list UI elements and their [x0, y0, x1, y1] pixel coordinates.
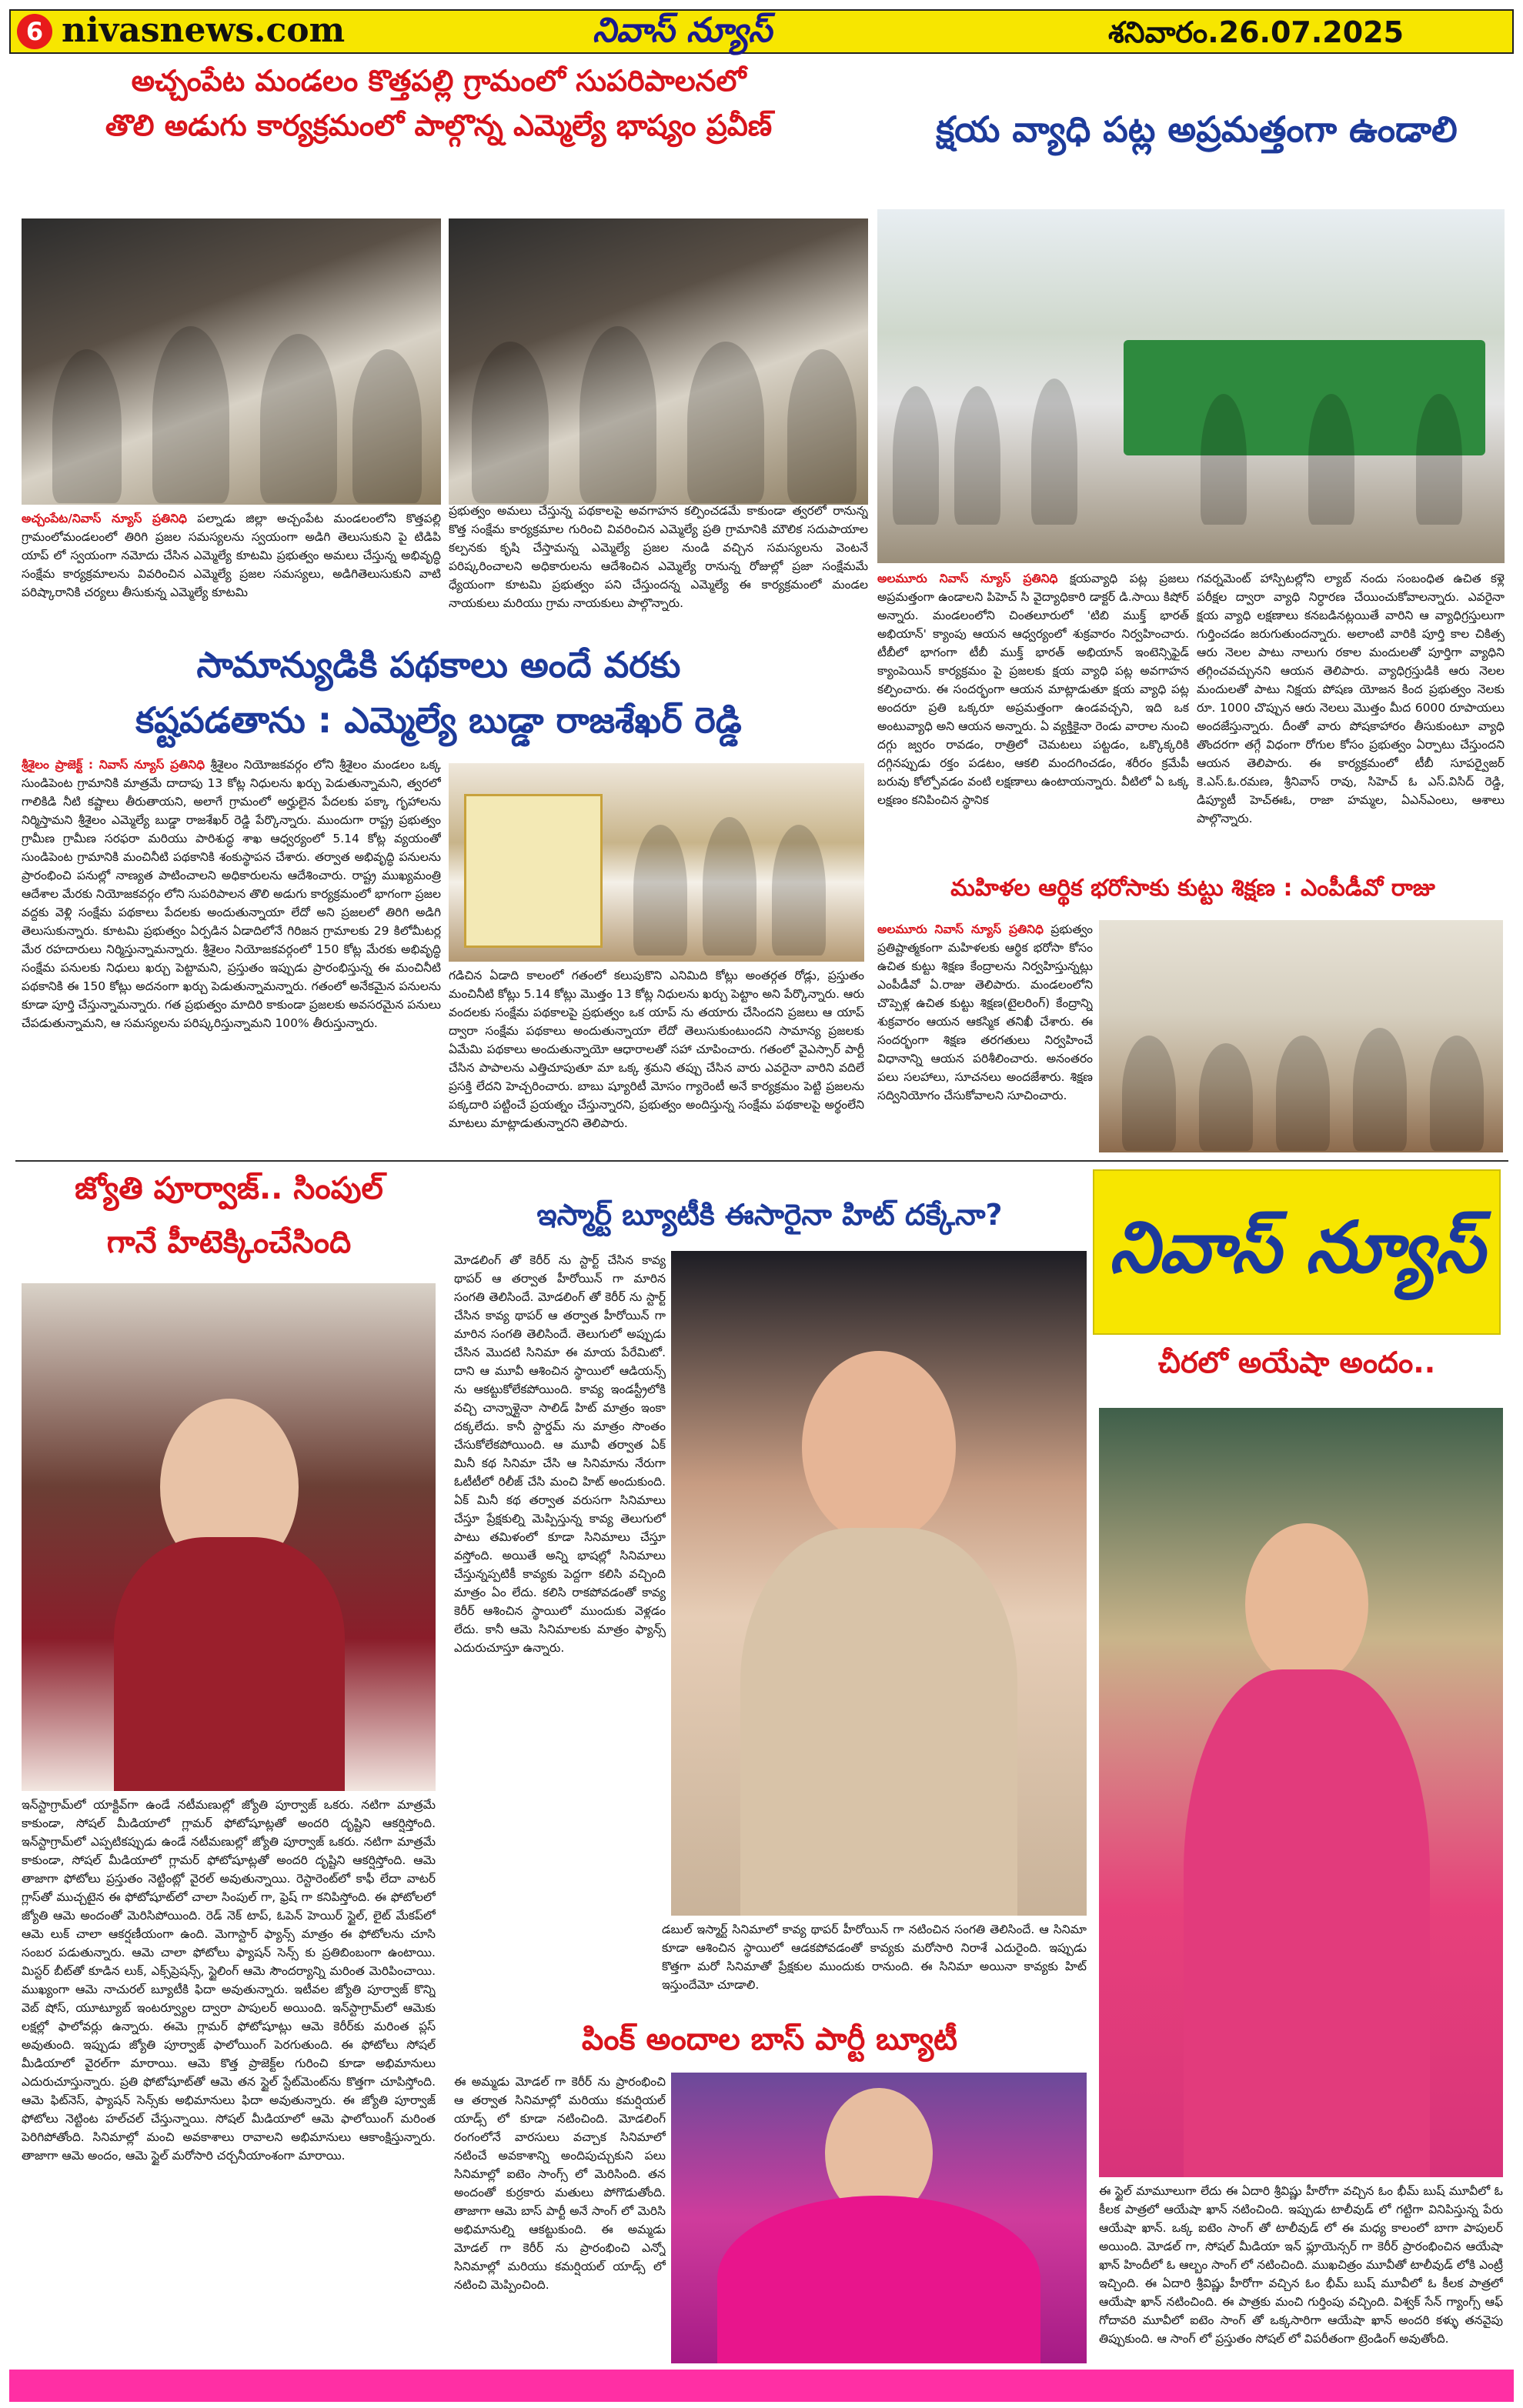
- article7-photo: [671, 2073, 1087, 2363]
- footer-band: [9, 2370, 1514, 2402]
- article2-body-col1: అలమూరు నివాస్ న్యూస్ ప్రతినిధి క్షయవ్యాధి పట్ల ప్రజలు అప్రమత్తంగా ఉండాలని పిహెచ్ సి వైద్యాధికారి డాక్టర్ డి.సాయి కిషోర్ అన్నారు. మండలంలోని చింతలూరులో 'టిబి ముక్త్ భారత్ అభియాన్' క్యాంపు ఆయన ఆధ్వర్యంలో శుక్రవారం నిర్వహించారు. టీబీలో భాగంగా టీబీ ముక్త్ భారత్ అభియాన్ ఇంటెన్సిఫైడ్ క్యాంపెయిన్ కార్యక్రమం పై ప్రజలకు క్షయ వ్యాధి పట్ల అవగాహన కల్పించారు. ఈ సందర్భంగా ఆయన మాట్లాడుతూ క్షయ వ్యాధి పట్ల అందరూ ప్రతి ఒక్కరూ అప్రమత్తంగా ఉండవచ్చని, ఇది ఒక అంటువ్యాధి అని ఆయన అన్నారు. ఏ వ్యక్తికైనా రెండు వారాల నుంచి దగ్గు జ్వరం రావడం, రాత్రిలో చెమటలు పట్టడం, ఒక్కొక్కరికి దగ్గినప్పుడు రక్తం పడటం, ఆకలి మందగించడం, శరీరం క్రమేపీ బరువు కోల్పోవడం వంటి లక్షణాలు ఉంటాయన్నారు. వీటిలో ఏ ఒక్క లక్షణం కనిపించిన స్థానిక: [877, 572, 1189, 808]
- paper-name: నివాస్ న్యూస్: [593, 11, 773, 50]
- article1-byline: అచ్చంపేట/నివాస్ న్యూస్ ప్రతినిధి: [22, 512, 188, 525]
- article6-photo: [671, 1251, 1087, 1916]
- article8-body: ఈ స్టైల్ మామూలుగా లేదు ఈ ఏదారి శ్రీవిష్ణు హీరోగా వచ్చిన ఓం భీమ్ బుష్ మూవీలో ఓ కీలక పాత్రలో ఆయేషా ఖాన్ నటించింది. ఇప్పుడు టాలీవుడ్ లో గట్టిగా వినిపిస్తున్న పేరు ఆయేషా ఖాన్. ఒక్క ఐటెం సాంగ్ తో టాలీవుడ్ లో ఈ మధ్య కాలంలో బాగా పాపులర్ అయింది. మోడల్ గా, సోషల్ మీడియా ఇన్ ఫ్లూయెన్సర్ గా కెరీర్ ప్రారంభించిన ఆయేషా ఖాన్ హిందీలో ఓ ఆల్బం సాంగ్ లో నటించింది. ముఖచిత్రం మూవీతో టాలీవుడ్ లోకి ఎంట్రీ ఇచ్చింది. ఈ ఏదారి శ్రీవిష్ణు హీరోగా వచ్చిన ఓం భీమ్ బుష్ మూవీలో ఓ కీలక పాత్రలో ఆయేషా ఖాన్ నటించింది. ఈ పాత్రకు మంచి గుర్తింపు వచ్చింది. విశ్వక్ సేన్ గ్యాంగ్స్ ఆఫ్ గోదావరి మూవీలో ఐటెం సాంగ్ తో ఒక్కసారిగా ఆయేషా ఖాన్ అందరి కళ్ళు తనవైపు తిప్పుకుంది. ఆ సాంగ్ లో ప్రస్తుతం సోషల్ లో విపరీతంగా ట్రెండింగ్ అవుతోంది.: [1099, 2184, 1503, 2346]
- page-number-badge: 6: [17, 14, 52, 49]
- article2-headline: క్షయ వ్యాధి పట్ల అప్రమత్తంగా ఉండాలి: [936, 108, 1458, 150]
- brand-logo-text: నివాస్ న్యూస్: [1109, 1206, 1485, 1289]
- article3-headline-line2: కష్టపడతాను : ఎమ్మెల్యే బుడ్డా రాజశేఖర్ రెడ్డి: [135, 699, 742, 741]
- brand-box: [1093, 1169, 1501, 1335]
- article4-photo: [1099, 920, 1503, 1152]
- article2-byline: అలమూరు నివాస్ న్యూస్ ప్రతినిధి: [877, 572, 1058, 585]
- article1-photo-1: [22, 218, 441, 505]
- article6-headline: ఇస్మార్ట్ బ్యూటీకి ఈసారైనా హిట్ దక్కేనా?: [536, 1198, 1003, 1232]
- article5-headline-line2: గానే హీటెక్కించేసింది: [106, 1225, 352, 1260]
- article5-photo: [22, 1283, 436, 1791]
- section-divider: [15, 1160, 1508, 1162]
- article1-photo-2: [449, 218, 868, 505]
- article7-body: ఈ అమ్మడు మోడల్ గా కెరీర్ ను ప్రారంభించి ఆ తర్వాత సినిమాల్లో మరియు కమర్షియల్ యాడ్స్ లో కూడా నటించింది. మోడలింగ్ రంగంలోనే వారసులు వచ్చాక సినిమాలో నటించే అవకాశాన్ని అందిపుచ్చుకుని పలు సినిమాల్లో ఐటెం సాంగ్స్ లో మెరిసింది. తన అందంతో కుర్రకారు మతులు పోగొడుతోంది. తాజాగా ఆమె బాస్ పార్టీ అనే సాంగ్ లో మెరిసి అభిమానుల్ని ఆకట్టుకుంది. ఈ అమ్మడు మోడల్ గా కెరీర్ ను ప్రారంభించి ఎన్నో సినిమాల్లో మరియు కమర్షియల్ యాడ్స్ లో నటించి మెప్పించింది.: [454, 2075, 666, 2293]
- article1-body-col2: ప్రభుత్వం అమలు చేస్తున్న పథకాలపై అవగాహన కల్పించడమే కాకుండా త్వరలో రానున్న కొత్త సంక్షేమ కార్యక్రమాల గురించి వివరించిన ఎమ్మెల్యే ప్రతి గ్రామానికి మౌలిక సదుపాయాల కల్పనకు కృషి చేస్తామన్న ఎమ్మెల్యే ప్రజల నుండి వచ్చిన సమస్యలను వెంటనే పరిష్కరించాలని అధికారులను ఆదేశించిన ఎమ్మెల్యే రానున్న రోజుల్లో ప్రజా సంక్షేమమే ధ్యేయంగా కూటమి ప్రభుత్వం పని చేస్తుందన్న ఎమ్మెల్యే ఈ కార్యక్రమంలో మండల నాయకులు మరియు గ్రామ నాయకులు పాల్గొన్నారు.: [449, 504, 868, 611]
- article4-body: అలమూరు నివాస్ న్యూస్ ప్రతినిధి ప్రభుత్వం ప్రతిష్టాత్మకంగా మహిళలకు ఆర్థిక భరోసా కోసం ఉచిత కుట్టు శిక్షణ కేంద్రాలను నిర్వహిస్తున్నట్లు ఎంపీడీవో ఏ.రాజు తెలిపారు. మండలంలోని చొప్పెళ్ల ఉచిత కుట్టు శిక్షణ(టైలరింగ్) కేంద్రాన్ని శుక్రవారం ఆయన ఆకస్మిక తనిఖీ చేశారు. ఈ సందర్భంగా శిక్షణ తరగతులు నిర్వహించే విధానాన్ని ఆయన పరిశీలించారు. అనంతరం పలు సలహాలు, సూచనలు అందజేశారు. శిక్షణ సద్వినియోగం చేసుకోవాలని సూచించారు.: [877, 922, 1093, 1103]
- article2-body-col2: గవర్నమెంట్ హాస్పిటల్లోని ల్యాబ్ నందు సంబంధిత ఉచిత కళ్లె పరీక్షల ద్వారా వ్యాధి నిర్ధారణ చేయించుకోవాలన్నారు. ఎవరైనా క్షయ వ్యాధి లక్షణాలు కనబడినట్లయితే వారిని ఆ వ్యాధిగ్రస్తులుగా గుర్తించడం జరుగుతుందన్నారు. అలాంటి వారికి పూర్తి కాల చికిత్స ఆరు నెలల పాటు నాలుగు రకాల మందులతో పూర్తిగా వ్యాధిని తగ్గించవచ్చునని ఆయన తెలిపారు. వ్యాధిగ్రస్తుడికి ఆరు నెలల మందులతో పాటు నిక్షయ పోషణ యోజన కింద ప్రభుత్వం నెలకు రూ. 1000 చొప్పున ఆరు నెలలు మొత్తం మీద 6000 రూపాయలు అందజేస్తున్నారు. దీంతో వారు పోషకాహారం తీసుకుంటూ వ్యాధి తొందరగా తగ్గే విధంగా రోగుల కోసం ప్రభుత్వం ఏర్పాటు చేస్తుందని ఆయన తెలిపారు. ఈ కార్యక్రమంలో టీబీ సూపర్వైజర్ కె.ఎస్.ఓ.రమణ, శ్రీనివాస్ రావు, సిహెచ్ ఓ ఎస్.విసిద్ రెడ్డి, డిప్యూటీ హెచ్ఈఓ, రాజా హమ్మల, ఏఎన్ఎంలు, ఆశాలు పాల్గొన్నారు.: [1197, 572, 1505, 826]
- article5-body: ఇన్‌స్టాగ్రామ్‌లో యాక్టివ్‌గా ఉండే నటీమణుల్లో జ్యోతి పూర్వాజ్ ఒకరు. నటిగా మాత్రమే కాకుండా, సోషల్ మీడియాలో గ్లామర్ ఫోటోషూట్లతో అందరి దృష్టిని ఆకర్షిస్తోంది. ఇన్‌స్టాగ్రామ్‌లో ఎప్పటికప్పుడు ఉండే నటీమణుల్లో జ్యోతి పూర్వాజ్ ఒకరు. నటిగా మాత్రమే కాకుండా, సోషల్ మీడియాలో గ్లామర్ ఫోటోషూట్లతో అందరి దృష్టిని ఆకర్షిస్తోంది. ఆమె తాజాగా ఫోటోలు ప్రస్తుతం నెట్టింట్లో వైరల్ అవుతున్నాయి. రెస్టారెంట్‌లో కాఫీ లేదా వాటర్ గ్లాస్‌తో ముచ్చటైన ఈ ఫోటోషూట్‌లో చాలా సింపుల్ గా, ఫ్రెష్ గా కనిపిస్తోంది. ఈ ఫోటోలలో జ్యోతి ఆమె అందంతో మెరిసిపోయింది. రెడ్ నెక్ టాప్, ఓపెన్ హెయిర్ స్టైల్, లైట్ మేకప్‌లో ఆమె లుక్ చాలా ఆకర్షణీయంగా ఉంది. మెగాస్టార్ ఫ్యాన్స్ మాత్రం ఈ ఫోటోలను చూసి సంబర పడుతున్నారు. ఆమె చాలా ఫోటోలు ఫ్యాషన్ సెన్స్ కు ప్రతిబింబంగా ఉంటాయి. మిస్టర్ బీట్‌తో కూడిన లుక్, ఎక్స్‌ప్రెషన్స్, స్టైలింగ్ ఆమె సౌందర్యాన్ని మరింత మెరిపించాయి. ముఖ్యంగా ఆమె నాచురల్ బ్యూటీకి ఫిదా అవుతున్నారు. ఇటీవల జ్యోతి పూర్వాజ్ కొన్ని వెబ్ షోస్, యూట్యూబ్ ఇంటర్వ్యూల ద్వారా పాపులర్ అయింది. ఇన్‌స్టాగ్రామ్‌లో ఆమెకు లక్షల్లో ఫాలోవర్లు ఉన్నారు. ఈమె గ్లామర్ ఫోటోషూట్లు ఆమె కెరీర్‌కు మరింత ప్లస్ అవుతుంది. ఇప్పుడు జ్యోతి పూర్వాజ్ ఫాలోయింగ్ పెరగుతుంది. ఈ ఫోటోలు సోషల్ మీడియాలో వైరల్‌గా మారాయి. ఆమె కొత్త ప్రాజెక్ట్‌ల గురించి కూడా అభిమానులు ఎదురుచూస్తున్నారు. ప్రతి ఫోటోషూట్‌తో ఆమె తన స్టైల్ స్టేట్‌మెంట్‌ను కొత్తగా చూపిస్తోంది. ఆమె ఫిట్‌నెస్, ఫ్యాషన్ సెన్స్‌కు అభిమానులు ఫిదా అవుతున్నారు. ఈ జ్యోతి పూర్వాజ్ ఫోటోలు నెట్టింట హల్‌చల్ చేస్తున్నాయి. సోషల్ మీడియాలో ఆమె ఫాలోయింగ్ మరింత పెరిగిపోతోంది. సినిమాల్లో మంచి అవకాశాలు రావాలని అభిమానులు ఆకాంక్షిస్తున్నారు. తాజాగా ఆమె అందం, ఆమె స్టైల్ మరోసారి చర్చనీయాంశంగా మారాయి.: [22, 1798, 436, 2163]
- article4-byline: అలమూరు నివాస్ న్యూస్ ప్రతినిధి: [877, 922, 1044, 936]
- article3-body-col1: శ్రీశైలం ప్రాజెక్ట్ : నివాస్ న్యూస్ ప్రతినిధి శ్రీశైలం నియోజకవర్గం లోని శ్రీశైలం మండలం ఒక్క సుండిపెంట గ్రామానికి మాత్రమే దాదాపు 13 కోట్ల నిధులను ఖర్చు పెడుతున్నామని, త్వరలో గాలికిడి నీటి కష్టాలు తీరుతాయని, అలాగే గ్రామంలో అర్హులైన పేదలకు పక్కా గృహాలను నిర్మిస్తామని శ్రీశైలం ఎమ్మెల్యే బుడ్డా రాజశేఖర్ రెడ్డి పేర్కొన్నారు. ముందుగా రాష్ట్ర ప్రభుత్వం గ్రామీణ గ్రామీణ సరఫరా మరియు పారిశుద్ధ శాఖ ఆధ్వర్యంలో 5.14 కోట్ల వ్యయంతో సుండిపెంట గ్రామానికి మంచినీటి పథకానికి శంకుస్థాపన చేశారు. తర్వాత అభివృద్ధి పనులను ప్రారంభించి పనుల్లో నాణ్యత పాటించాలని అధికారులను ఆదేశించారు. రాష్ట్ర ముఖ్యమంత్రి ఆదేశాల మేరకు నియోజకవర్గం లోని సుపరిపాలన తొలి అడుగు కార్యక్రమంలో భాగంగా ప్రజల వద్దకు వెళ్లి సంక్షేమ పథకాలు పేదలకు అందుతున్నాయా లేదో అని ప్రజలలో తిరిగి అడిగి తెలుసుకున్నారు. కూటమి ప్రభుత్వం ఏర్పడిన ఏడాదిలోనే గిరిజన గ్రామాలకు 29 కిలోమీటర్ల మేర రహదారులు నిర్మిస్తున్నామన్నారు. శ్రీశైలం నియోజకవర్గంలో 150 కోట్ల మేరకు అభివృద్ధి సంక్షేమ పనులకు నిధులు ఖర్చు పెట్టామని, ప్రస్తుతం ఇప్పుడు ప్రారంభిస్తున్న ఈ మంచినీటి పథకానికి ఈ 150 కోట్లు అదనంగా ఖర్చు పెడుతున్నామన్నారు. గతంలో అనేకమైన పనులను కూడా పూర్తి చేస్తున్నామన్నారు. గత ప్రభుత్వం మాదిరి కాకుండా ప్రజలకు అవసరమైన పనులు చేపడుతున్నామని, ఆ సమస్యలను పరిష్కరిస్తున్నామని 100% తీరుస్తున్నారు.: [22, 758, 441, 1031]
- article6-body-top: మోడలింగ్ తో కెరీర్ ను స్టార్ట్ చేసిన కావ్య థాపర్ ఆ తర్వాత హీరోయిన్ గా మారిన సంగతి తెలిసిందే. మోడలింగ్ తో కెరీర్ ను స్టార్ట్ చేసిన కావ్య థాపర్ ఆ తర్వాత హీరోయిన్ గా మారిన సంగతి తెలిసిందే. తెలుగులో అప్పుడు చేసిన మొదటి సినిమా ఈ మాయ పేరేమిటో. దాని ఆ మూవీ ఆశించిన స్థాయిలో ఆడియన్స్ ను ఆకట్టుకోలేకపోయింది. కావ్య ఇండస్ట్రీలోకి వచ్చి చాన్నాళ్లైనా సాలిడ్ హిట్ మాత్రం ఇంకా దక్కలేదు. కానీ స్టార్డమ్ ను మాత్రం సొంతం చేసుకోలేకపోయింది. ఆ మూవీ తర్వాత ఏక్ మినీ కథ సినిమా చేసి ఆ సినిమాను నేరుగా ఓటీటీలో రిలీజ్ చేసి మంచి హిట్ అందుకుంది. ఏక్ మినీ కథ తర్వాత వరుసగా సినిమాలు చేస్తూ ప్రేక్షకుల్ని మెప్పిస్తున్న కావ్య తెలుగులో పాటు తమిళంలో కూడా సినిమాలు చేస్తూ వస్తోంది. అయితే అన్ని భాషల్లో సినిమాలు చేస్తున్నప్పటికీ కావ్యకు పెద్దగా కలిసి వచ్చింది మాత్రం ఏం లేదు. కలిసి రాకపోవడంతో కావ్య కెరీర్ ఆశించిన స్థాయిలో ముందుకు వెళ్లడం లేదు. కానీ ఆమె సినిమాలకు మాత్రం ఫ్యాన్స్ ఎదురుచూస్తూ ఉన్నారు.: [454, 1253, 666, 1656]
- article4-headline: మహిళల ఆర్థిక భరోసాకు కుట్టు శిక్షణ : ఎంపీడీవో రాజు: [950, 875, 1435, 902]
- article3-headline-line1: సామాన్యుడికి పథకాలు అందే వరకు: [196, 644, 681, 685]
- site-name[interactable]: nivasnews.com: [62, 11, 346, 50]
- issue-date: శనివారం.26.07.2025: [1108, 15, 1404, 49]
- article3-photo: [449, 763, 864, 962]
- article8-photo: [1099, 1408, 1503, 2177]
- article3-body-col2: గడిచిన ఏడాది కాలంలో గతంలో కలుపుకొని ఎనిమిది కోట్లు అంతర్గత రోడ్లు, ప్రస్తుతం మంచినీటి కోట్లు 5.14 కోట్లు మొత్తం 13 కోట్ల నిధులను ఖర్చు పెట్టాం అని పేర్కొన్నారు. ఆరు వందలకు సంక్షేమ పథకాలపై ప్రభుత్వం ఒక యాప్ ను తయారు చేసిందని ప్రజలు ఆ యాప్ ద్వారా సంక్షేమ పథకాలు అందుతున్నాయా లేదో తెలుసుకుంటుందని సామాన్య ప్రజలకు ఏమేమి పథకాలు అందుతున్నాయో ఆధారాలతో సహా చూపించారు. గతంలో వైఎస్సార్ పార్టీ చేసిన పాపాలను ఎత్తిచూపుతూ మా ఒక్క శ్రమని తప్పు చేసిన వారు ఎవరైనా వారిని వదిలే ప్రసక్తి లేదని హెచ్చరించారు. బాబు ష్యూరిటీ మోసం గ్యారెంటీ అనే కార్యక్రమం పెట్టి ప్రజలను పక్కదారి పట్టించే ప్రయత్నం చేస్తున్నారని, ప్రభుత్వం అందిస్తున్న సంక్షేమ పథకాలపై అర్థంలేని మాటలు మాట్లాడుతున్నారని తెలిపారు.: [449, 969, 864, 1131]
- article6-body-bottom: డబుల్ ఇస్మార్ట్ సినిమాలో కావ్య థాపర్ హీరోయిన్ గా నటించిన సంగతి తెలిసిందే. ఆ సినిమా కూడా ఆశించిన స్థాయిలో ఆడకపోవడంతో కావ్యకు మరోసారి నిరాశే ఎదురైంది. ఇప్పుడు కొత్తగా మరో సినిమాతో ప్రేక్షకుల ముందుకు రానుంది. ఈ సినిమా అయినా కావ్యకు హిట్ ఇస్తుందేమో చూడాలి.: [662, 1923, 1087, 1993]
- article5-headline-line1: జ్యోతి పూర్వాజ్.. సింపుల్: [75, 1171, 383, 1206]
- article8-headline: చీరలో అయేషా అందం..: [1157, 1346, 1436, 1379]
- article1-headline-line2: తొలి అడుగు కార్యక్రమంలో పాల్గొన్న ఎమ్మెల్యే భాష్యం ప్రవీణ్: [105, 108, 773, 142]
- article1-body-col1: అచ్చంపేట/నివాస్ న్యూస్ ప్రతినిధి పల్నాడు జిల్లా అచ్చంపేట మండలంలోని కొత్తపల్లి గ్రామంలోమండలంలో తిరిగి ప్రజల సమస్యలను స్వయంగా అడిగి తెలుసుకుని పై టిడిపి యాప్ లో స్వయంగా నమోదు చేసిన ఎమ్మెల్యే కూటమి ప్రభుత్వం అమలు చేస్తున్న అభివృద్ధి సంక్షేమ కార్యక్రమాలను వివరించిన ఎమ్మెల్యే ప్రజల సమస్యలు, అడిగితెలుసుకుని వాటి పరిష్కారానికి చర్యలు తీసుకున్న ఎమ్మెల్యే కూటమి: [22, 512, 441, 600]
- article2-photo: [877, 209, 1505, 563]
- article3-byline: శ్రీశైలం ప్రాజెక్ట్ : నివాస్ న్యూస్ ప్రతినిధి: [22, 758, 205, 772]
- article7-headline: పింక్ అందాల బాస్ పార్టీ బ్యూటీ: [581, 2022, 958, 2057]
- article1-headline-line1: అచ్చంపేట మండలం కొత్తపల్లి గ్రామంలో సుపరిపాలనలో: [131, 64, 746, 98]
